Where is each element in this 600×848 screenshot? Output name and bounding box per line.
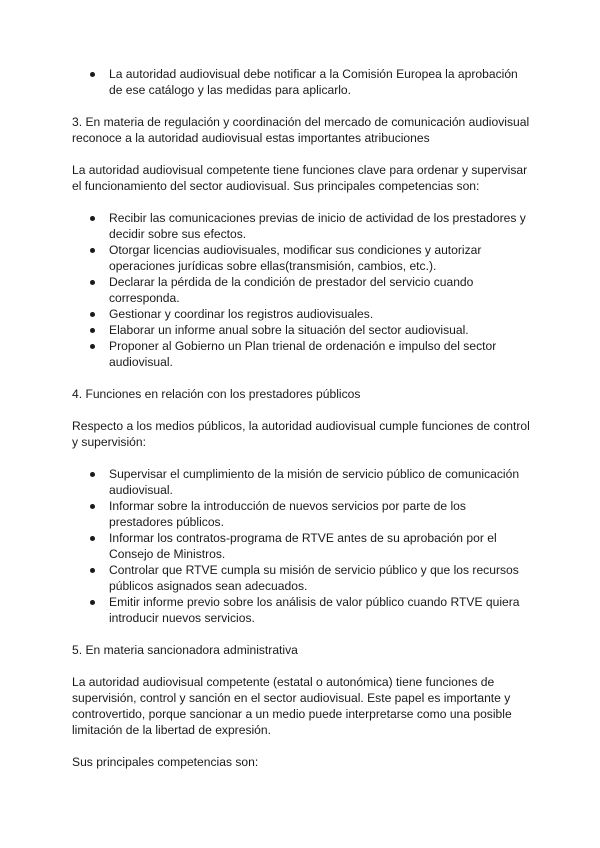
list-item: Supervisar el cumplimiento de la misión de servicio público de comunicación audiovisual. xyxy=(72,466,532,498)
section-4-heading: 4. Funciones en relación con los prestadores públicos xyxy=(72,387,361,401)
section-3-heading: 3. En materia de regulación y coordinación del mercado de comunicación audiovisual reconoce a la autoridad audiovisual estas importantes atribuciones xyxy=(72,115,530,145)
list-item: Otorgar licencias audiovisuales, modificar sus condiciones y autorizar operaciones jurídicas sobre ellas(transmisión, cambios, etc.). xyxy=(72,242,532,274)
list-item: Gestionar y coordinar los registros audiovisuales. xyxy=(72,306,532,322)
intro-bullet-list xyxy=(72,66,532,98)
section-5-paragraph: La autoridad audiovisual competente (estatal o autonómica) tiene funciones de supervisión, control y sanción en el sector audiovisual. Este papel es importante y controvertido, porque sancionar a un medio puede interpretarse como una posible limitación de la libertad de expresión. xyxy=(72,675,512,737)
list-item: Informar sobre la introducción de nuevos servicios por parte de los prestadores públicos. xyxy=(72,498,532,530)
section-4-bullet-list xyxy=(72,466,532,626)
document-page xyxy=(72,66,532,770)
list-item: Proponer al Gobierno un Plan trienal de ordenación e impulso del sector audiovisual. xyxy=(72,338,532,370)
list-item: Controlar que RTVE cumpla su misión de servicio público y que los recursos públicos asignados sean adecuados. xyxy=(72,562,532,594)
section-5-closing: Sus principales competencias son: xyxy=(72,755,259,769)
section-4-paragraph: Respecto a los medios públicos, la autoridad audiovisual cumple funciones de control y supervisión: xyxy=(72,419,530,449)
list-item: Elaborar un informe anual sobre la situación del sector audiovisual. xyxy=(72,322,532,338)
section-3-bullet-list xyxy=(72,210,532,370)
list-item: Emitir informe previo sobre los análisis de valor público cuando RTVE quiera introducir nuevos servicios. xyxy=(72,594,532,626)
section-5-heading: 5. En materia sancionadora administrativa xyxy=(72,643,298,657)
section-3-paragraph: La autoridad audiovisual competente tiene funciones clave para ordenar y supervisar el funcionamiento del sector audiovisual. Sus principales competencias son: xyxy=(72,163,528,193)
list-item: Recibir las comunicaciones previas de inicio de actividad de los prestadores y decidir sobre sus efectos. xyxy=(72,210,532,242)
list-item: La autoridad audiovisual debe notificar a la Comisión Europea la aprobación de ese catálogo y las medidas para aplicarlo. xyxy=(72,66,532,98)
list-item: Declarar la pérdida de la condición de prestador del servicio cuando corresponda. xyxy=(72,274,532,306)
list-item: Informar los contratos-programa de RTVE antes de su aprobación por el Consejo de Ministros. xyxy=(72,530,532,562)
